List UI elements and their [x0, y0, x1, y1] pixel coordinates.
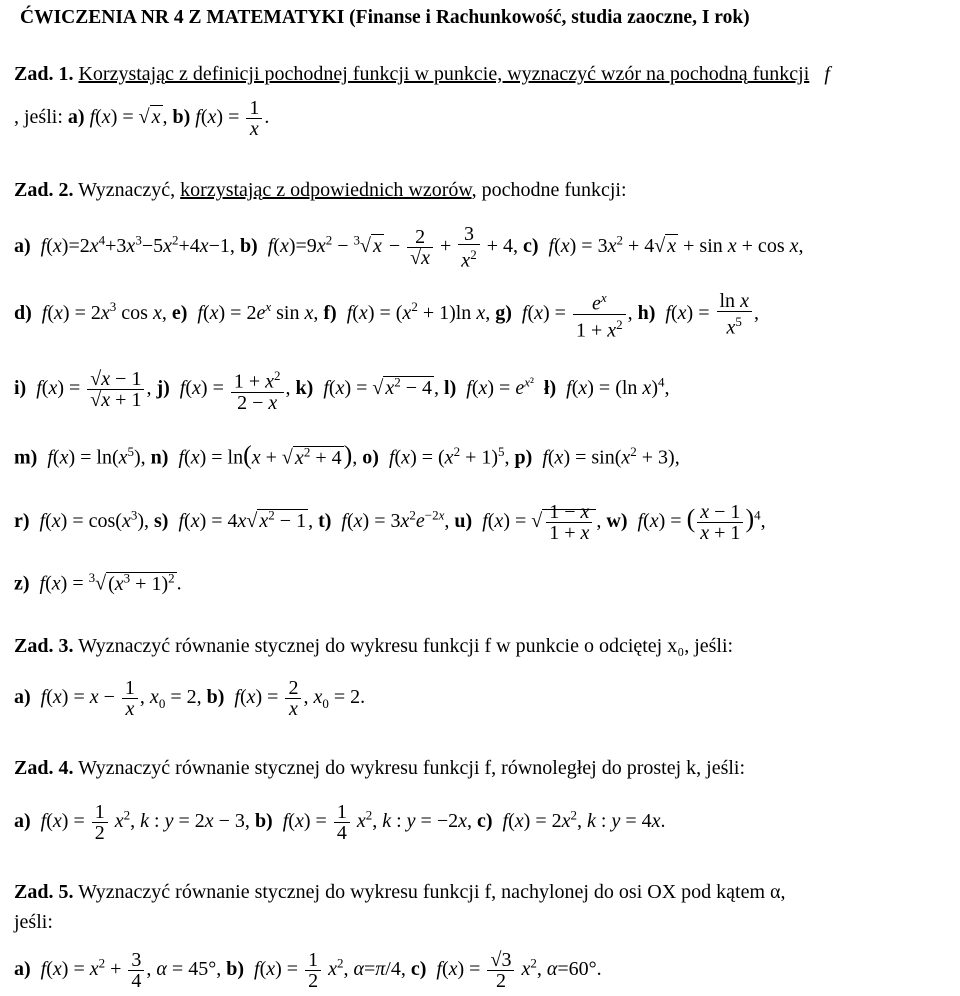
zad1-text: Korzystając z definicji pochodnej funkcji w punkcie, wyznaczyć wzór na pochodną funkcji	[78, 63, 810, 85]
zad2-row-d: d) $f(x) = 2x^3$ cos x, e) $f(x) = 2e^x$ sin x, f) $f(x) = (x^2 + 1)\ln$ x, g) f(x) = $\frac{e^x}{1 + x^2}$ , h) f(x) = $\frac{\text{ln x}}{x^5}$ ,	[14, 289, 759, 342]
zad3-line	[14, 634, 946, 658]
zad4-text: Wyznaczyć równanie stycznej do wykresu funkcji f, równoległej do prostej k, jeśli:	[78, 757, 746, 779]
zad4-label: Zad. 4.	[14, 757, 74, 779]
zad2-label: Zad. 2.	[14, 179, 74, 201]
zad1-line1: Zad. 1. Korzystając z definicji pochodnej funkcji w punkcie, wyznaczyć wzór na pochodną funkcji f	[14, 63, 830, 85]
zad2-row-m: m) $f(x) = \ln(x^5)$, n) f(x) = ln(x + √ $x^2 + 4$), o) $f(x) = (x^2 + 1)^5$, p) $f(x) = \sin(x^2 + 3)$,	[14, 440, 680, 470]
zad3-text: Wyznaczyć równanie stycznej do wykresu funkcji f w punkcie o odciętej x₀, jeśli:	[78, 635, 734, 657]
zad5-line	[14, 880, 946, 904]
page-title: ĆWICZENIA NR 4 Z MATEMATYKI (Finanse i Rachunkowość, studia zaoczne, I rok)	[20, 7, 750, 28]
zad2-line	[14, 178, 946, 202]
zad4-row: a) f(x) = $\frac{1}{2}$ $x^2$, k : y = 2x − 3, b) f(x) = $\frac{1}{4}$ $x^2$, k : y = −2x, c) $f(x) = 2x^2$, k : y = 4x.	[14, 801, 666, 844]
zad5-label: Zad. 5.	[14, 881, 74, 903]
zad2-text-link: korzystając z odpowiednich wzorów	[180, 179, 472, 201]
zad2-row-i: i) f(x) = $\frac{√x - 1}{√x + 1}$ , j) f(x) = $\frac{1 + x^2}{2 - x}$ , k) f(x) = √ $x^2 - 4$ , l) $f(x) = e^{x^2}$ ł) f(x) = (ln x)$^4$,	[14, 367, 670, 414]
zad2-text-pre: Wyznaczyć,	[78, 179, 181, 201]
zad2-row-a: a) $f(x)=2x^4+3x^3-5x^2+4x-1$, b) $f(x)=9x^2 - ^3√$ x − $\frac{2}{√x}$ + $\frac{3}{x^2}$ + 4, c) $f(x) = 3x^2 + 4√$ x + sin x + cos x,	[14, 223, 804, 272]
zad2-text-post: , pochodne funkcji:	[471, 179, 627, 201]
zad5-text: Wyznaczyć równanie stycznej do wykresu funkcji f, nachylonej do osi OX pod kątem α,	[78, 881, 786, 903]
zad2-row-z: z) f(x) = $^3$√ $(x^3 + 1)^2$ .	[14, 570, 182, 595]
zad3-row: a) f(x) = x − $\frac{1}{x}$ , $x_0 = 2$, b) f(x) = $\frac{2}{x}$ , $x_0 = 2$.	[14, 677, 366, 720]
zad5-line2: jeśli:	[14, 911, 53, 933]
zad5-row: a) $f(x) = x^2$ + $\frac{3}{4}$ , α = 45°, b) f(x) = $\frac{1}{2}$ $x^2$, α=π/4, c) f(x) = $\frac{√3}{2}$ $x^2$, α=60°.	[14, 949, 602, 992]
zad1-label: Zad. 1.	[14, 63, 74, 85]
zad4-line	[14, 756, 946, 780]
zad2-row-r: r) $f(x) = \cos(x^3)$, s) f(x) = 4x√ $x^2 - 1$ , t) $f(x) = 3x^2e^{-2x}$, u) f(x) = √ $\frac{1 - x}{1 + x}$ , w) f(x) = ( $\frac{x - 1}{x + 1}$ )$^4$,	[14, 501, 766, 544]
zad1-line2: , jeśli: a) f(x) = √ x , b) f(x) = $\frac{1}{x}$ .	[14, 97, 270, 140]
zad3-label: Zad. 3.	[14, 635, 74, 657]
